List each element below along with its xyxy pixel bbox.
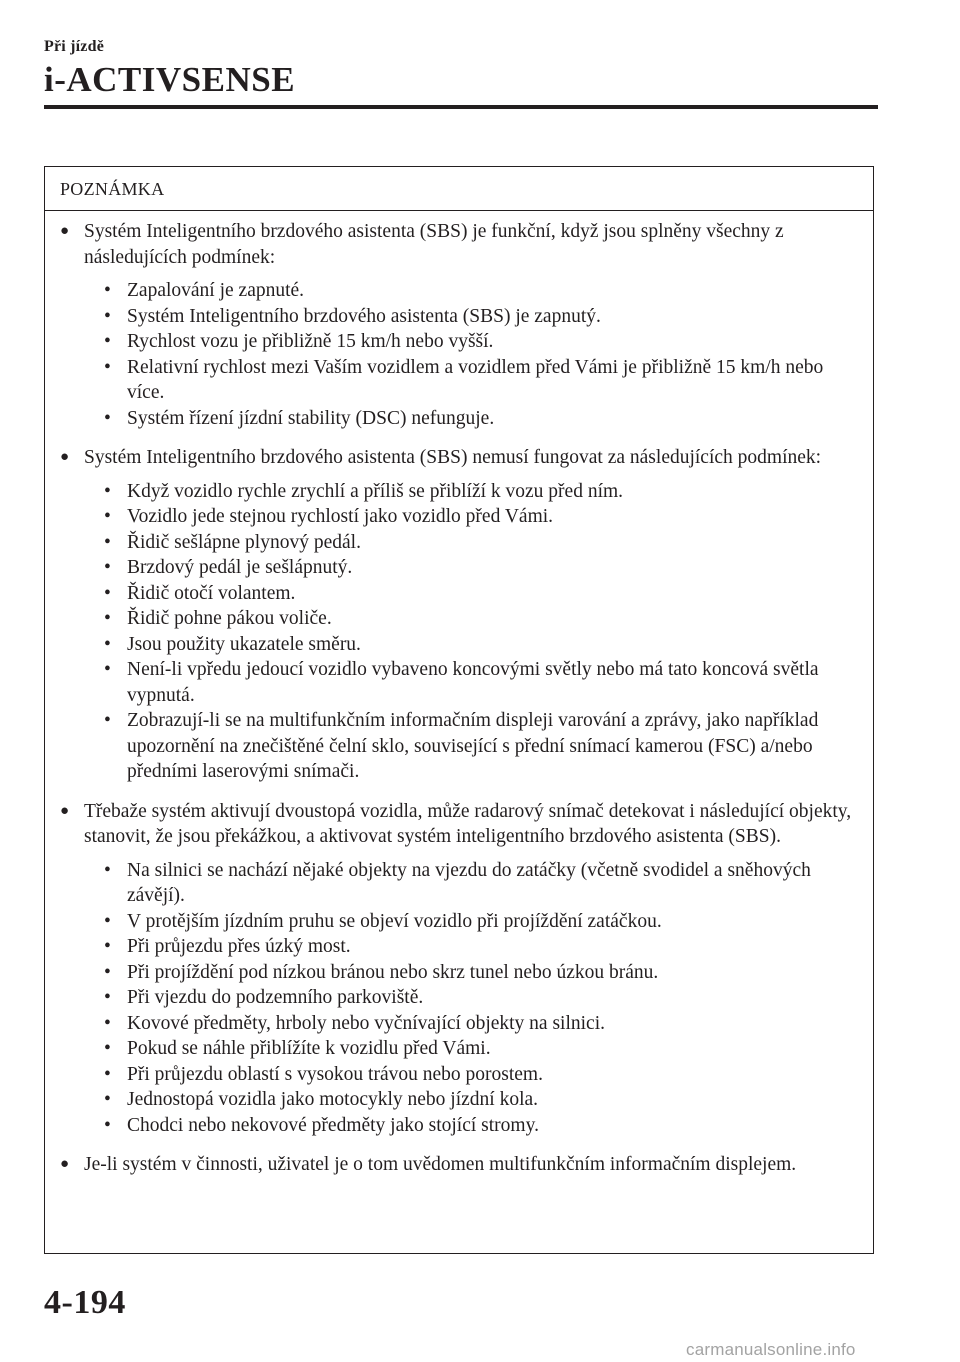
list-item-text: Na silnici se nachází nějaké objekty na vjezdu do zatáčky (včetně svodidel a sněhových závějí). (127, 859, 811, 906)
note-block (60, 1152, 859, 1178)
sub-bullet-icon: • (104, 987, 111, 1008)
list-item-text: Jednostopá vozidla jako motocykly nebo jízdní kola. (127, 1089, 539, 1110)
list-item (104, 581, 859, 607)
list-item-text: Řidič otočí volantem. (127, 582, 296, 604)
list-item (104, 1113, 859, 1139)
list-item-text: Zobrazují-li se na multifunkčním informačním displeji varování a zprávy, jako například upozornění na znečištěné čelní sklo, související s přední snímací kamerou (FSC) a/nebo předními laserovými snímači. (127, 710, 819, 782)
list-item (104, 1087, 859, 1113)
sub-bullet-icon: • (104, 859, 111, 881)
bullet-icon: ● (60, 802, 70, 819)
list-item (104, 329, 859, 355)
list-item-text: Relativní rychlost mezi Vaším vozidlem a vozidlem před Vámi je přibližně 15 km/h nebo více. (127, 356, 824, 403)
list-item-text: Při průjezdu přes úzký most. (127, 936, 351, 957)
list-item (104, 909, 859, 935)
sub-bullet-icon: • (104, 608, 111, 629)
condition-list (84, 858, 859, 1139)
title-divider (44, 105, 878, 109)
list-item (104, 606, 859, 632)
sub-bullet-icon: • (104, 1063, 111, 1085)
list-item (104, 355, 859, 406)
list-item-text: Když vozidlo rychle zrychlí a příliš se přiblíží k vozu před ním. (127, 480, 624, 502)
list-item (104, 858, 859, 909)
sub-bullet-icon: • (104, 961, 111, 983)
note-block (60, 445, 859, 785)
list-item (104, 406, 859, 432)
list-item-text: Není-li vpředu jedoucí vozidlo vybaveno koncovými světly nebo má tato koncová světla vypnutá. (127, 659, 819, 706)
list-item (104, 530, 859, 556)
list-item-text: Systém řízení jízdní stability (DSC) nefunguje. (127, 407, 495, 429)
sub-bullet-icon: • (104, 936, 111, 957)
sub-bullet-icon: • (104, 407, 111, 429)
list-item (104, 1036, 859, 1062)
list-item (104, 504, 859, 530)
sub-bullet-icon: • (104, 280, 111, 301)
list-item (104, 985, 859, 1011)
note-block (60, 799, 859, 1139)
bullet-icon: ● (60, 223, 70, 239)
list-item-text: Pokud se náhle přiblížíte k vozidlu před Vámi. (127, 1038, 491, 1059)
section-label: Při jízdě (44, 38, 104, 55)
sub-bullet-icon: • (104, 480, 111, 502)
sub-bullet-icon: • (104, 582, 111, 604)
sub-bullet-icon: • (104, 633, 111, 655)
note-lead-text: Třebaže systém aktivují dvoustopá vozidla, může radarový snímač detekovat i následující objekty, stanovit, že jsou překážkou, a aktivovat systém inteligentního brzdového asistenta (SBS). (84, 800, 852, 847)
list-item-text: Při průjezdu oblastí s vysokou trávou nebo porostem. (127, 1063, 543, 1085)
condition-list (84, 278, 859, 431)
sub-bullet-icon: • (104, 910, 111, 932)
list-item-text: Chodci nebo nekovové předměty jako stojící stromy. (127, 1114, 539, 1136)
bullet-icon: ● (60, 1156, 70, 1172)
note-box (44, 166, 874, 1254)
note-lead-text: Systém Inteligentního brzdového asistenta (SBS) je funkční, když jsou splněny všechny z následujících podmínek: (84, 221, 784, 268)
list-item (104, 960, 859, 986)
condition-list (84, 479, 859, 785)
page-title: i-ACTIVSENSE (44, 60, 296, 99)
note-heading: POZNÁMKA (45, 167, 873, 211)
list-item (104, 1062, 859, 1088)
list-item (104, 657, 859, 708)
list-item (104, 1011, 859, 1037)
sub-bullet-icon: • (104, 1114, 111, 1136)
list-item-text: Jsou použity ukazatele směru. (127, 633, 361, 655)
sub-bullet-icon: • (104, 1038, 111, 1059)
list-item-text: Při vjezdu do podzemního parkoviště. (127, 987, 424, 1008)
list-item-text: Brzdový pedál je sešlápnutý. (127, 557, 353, 578)
sub-bullet-icon: • (104, 506, 111, 527)
sub-bullet-icon: • (104, 356, 111, 378)
list-item-text: Řidič sešlápne plynový pedál. (127, 531, 361, 553)
list-item (104, 278, 859, 304)
list-item-text: Systém Inteligentního brzdového asistenta (SBS) je zapnutý. (127, 305, 601, 327)
sub-bullet-icon: • (104, 557, 111, 578)
page-number: 4-194 (44, 1284, 126, 1321)
sub-bullet-icon: • (104, 305, 111, 327)
note-lead-text: Je-li systém v činnosti, uživatel je o tom uvědomen multifunkčním informačním displejem. (84, 1154, 797, 1175)
list-item (104, 708, 859, 785)
sub-bullet-icon: • (104, 710, 111, 731)
note-lead-text: Systém Inteligentního brzdového asistenta (SBS) nemusí fungovat za následujících podmínek: (84, 447, 822, 468)
sub-bullet-icon: • (104, 531, 111, 553)
sub-bullet-icon: • (104, 1012, 111, 1034)
sub-bullet-icon: • (104, 331, 111, 352)
list-item-text: Řidič pohne pákou voliče. (127, 608, 332, 629)
list-item-text: Při projíždění pod nízkou bránou nebo skrz tunel nebo úzkou bránu. (127, 961, 659, 983)
list-item (104, 479, 859, 505)
sub-bullet-icon: • (104, 1089, 111, 1110)
list-item-text: Vozidlo jede stejnou rychlostí jako vozidlo před Vámi. (127, 506, 554, 527)
bullet-icon: ● (60, 449, 70, 465)
list-item-text: Rychlost vozu je přibližně 15 km/h nebo vyšší. (127, 331, 494, 352)
list-item (104, 934, 859, 960)
list-item-text: V protějším jízdním pruhu se objeví vozidlo při projíždění zatáčkou. (127, 910, 662, 932)
list-item (104, 304, 859, 330)
sub-bullet-icon: • (104, 659, 111, 680)
list-item-text: Zapalování je zapnuté. (127, 280, 305, 301)
list-item (104, 555, 859, 581)
list-item-text: Kovové předměty, hrboly nebo vyčnívající objekty na silnici. (127, 1012, 605, 1034)
note-body (45, 211, 873, 1178)
watermark: carmanualsonline.info (686, 1340, 856, 1359)
list-item (104, 632, 859, 658)
note-block (60, 219, 859, 431)
